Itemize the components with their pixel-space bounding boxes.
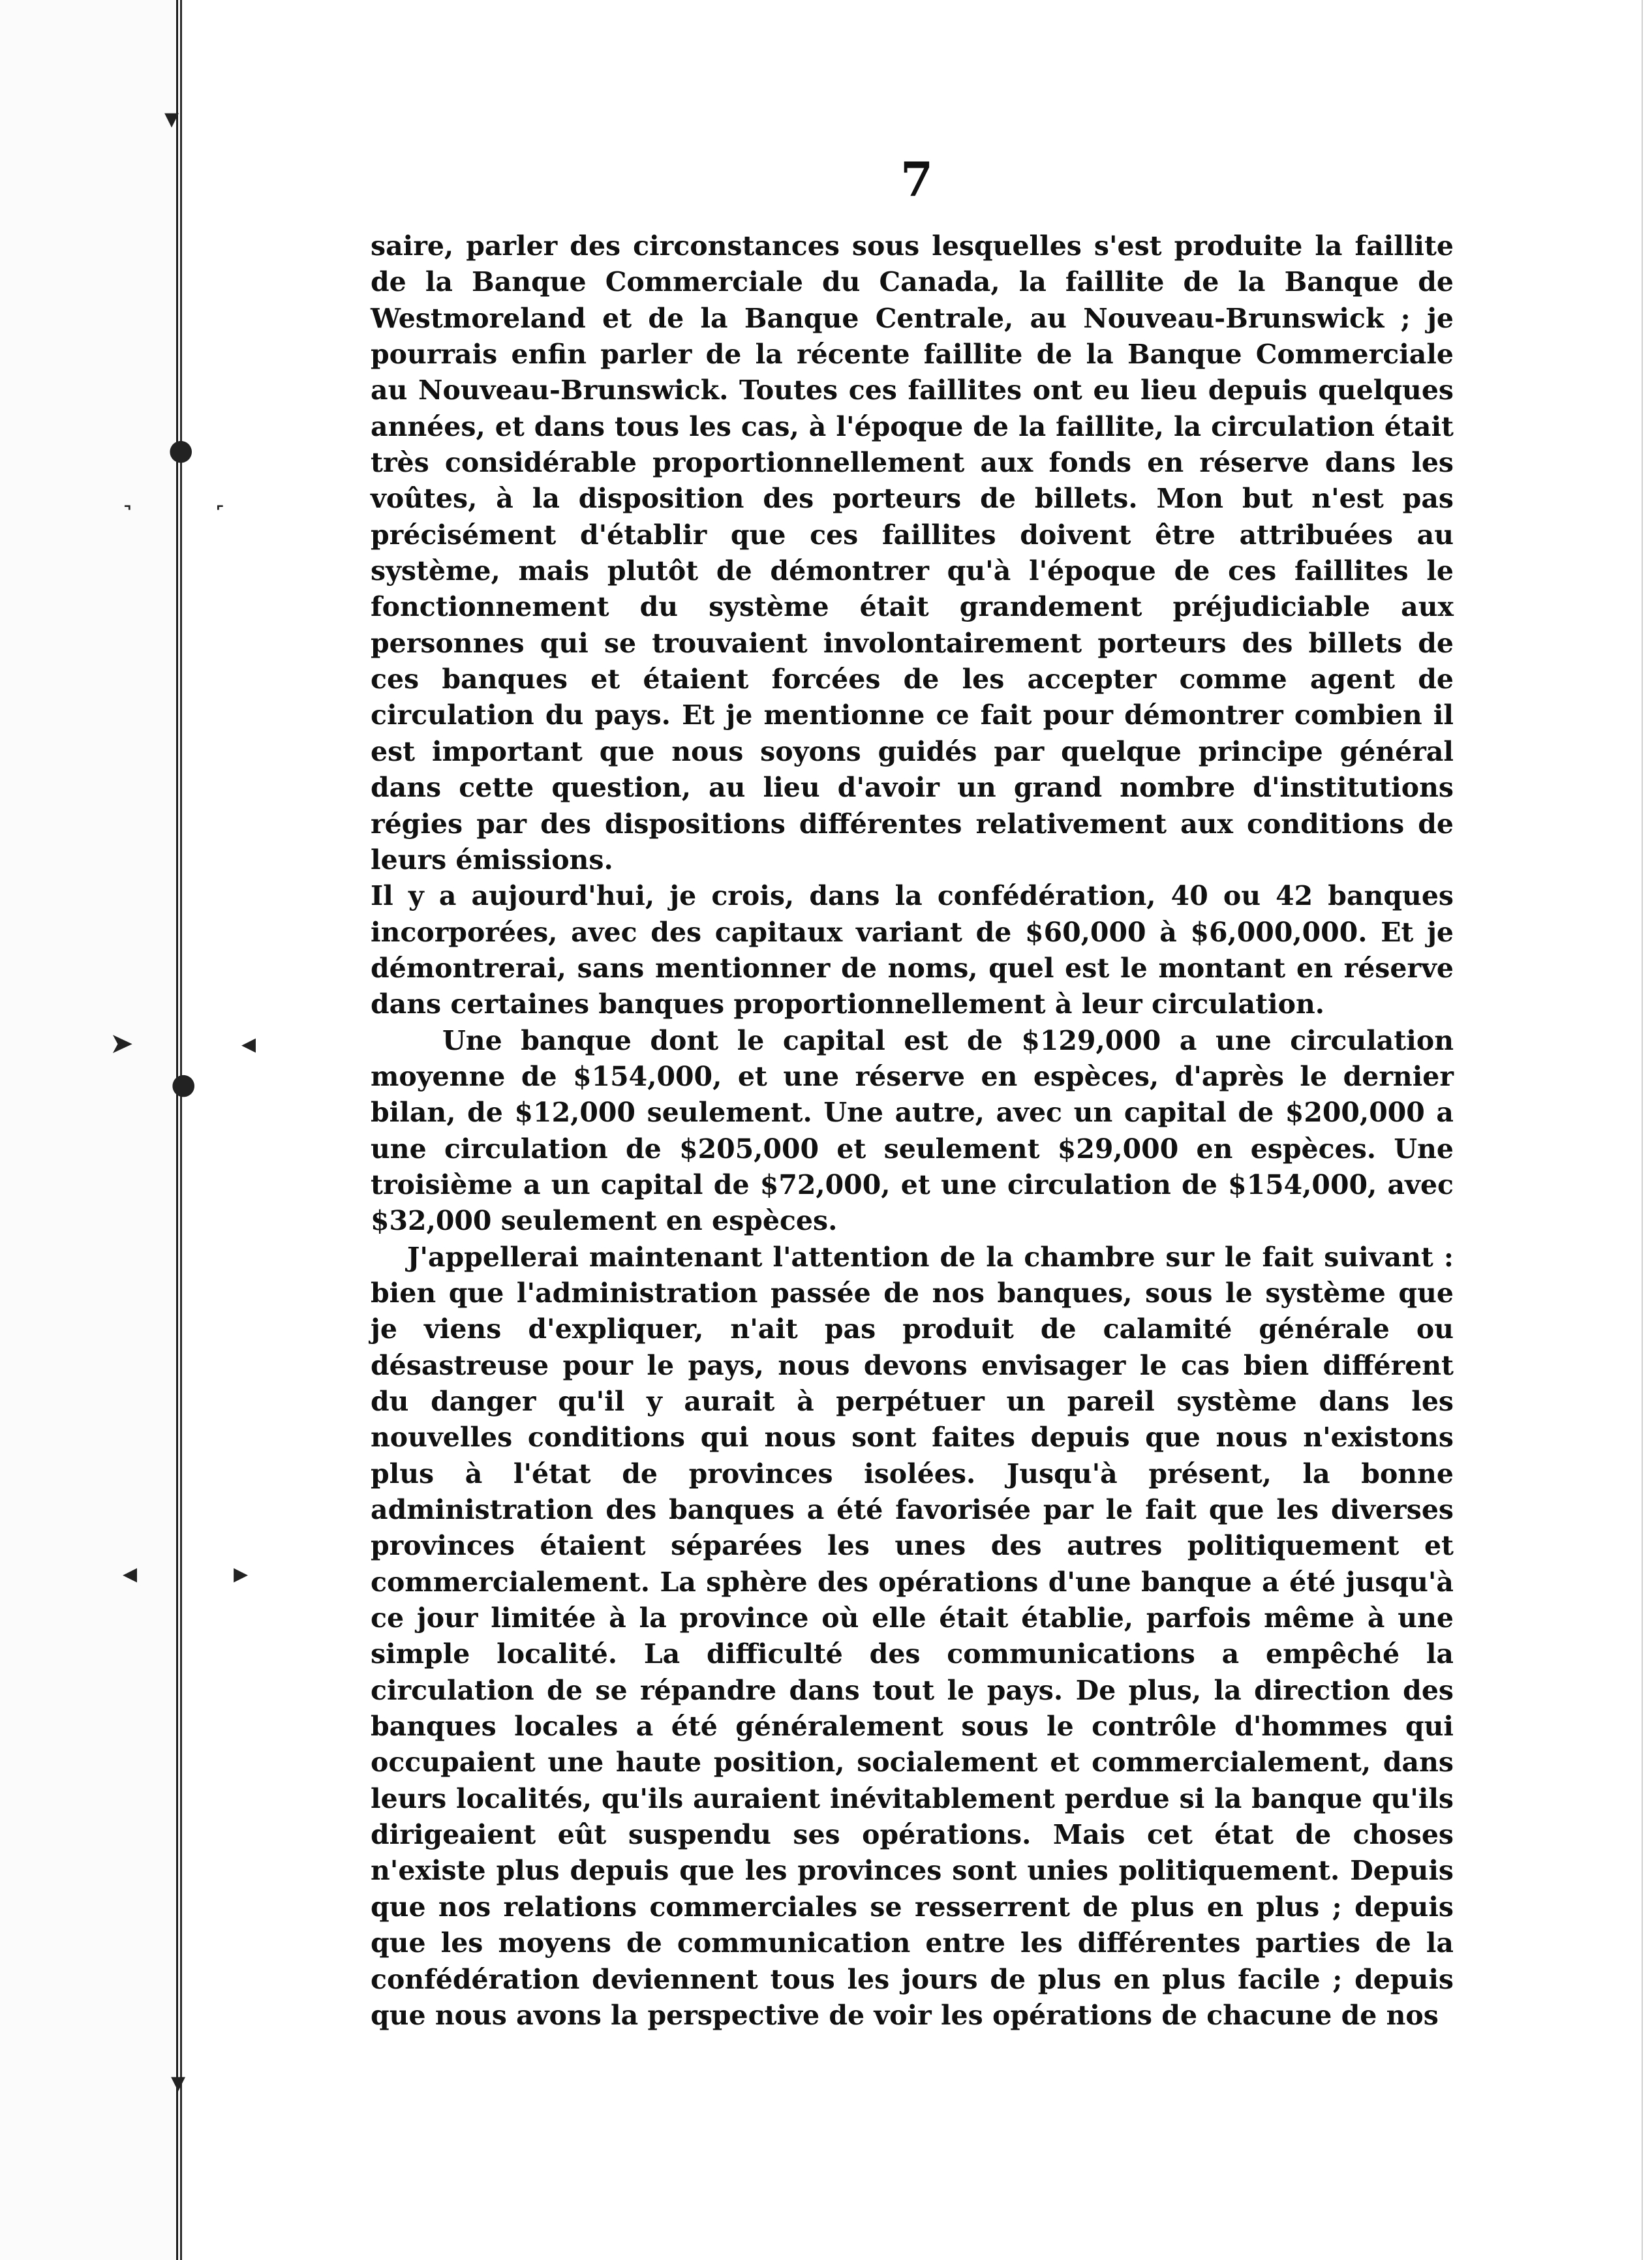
binding-mark: ▾ <box>164 102 179 135</box>
paragraph: saire, parler des circonstances sous lesquelles s'est produite la faillite de la Banque Commerciale du Canada, la faillite de la Banque de Westmoreland et de la Banque Centrale, au Nouveau-Brunswick ; je pourrais enfin parler de la récente faillite de la Banque Commerciale au Nouveau-Brunswick. Toutes ces faillites ont eu lieu depuis quelques années, et dans tous les cas, à l'époque de la faillite, la circulation était très considérable proportionnellement aux fonds en réserve dans les voûtes, à la disposition des porteurs de billets. Mon but n'est pas précisément d'établir que ces faillites doivent être attribuées au système, mais plutôt de démontrer qu'à l'époque de ces faillites le fonctionnement du système était grandement préjudiciable aux personnes qui se trouvaient involontairement porteurs des billets de ces banques et étaient forcées de les accepter comme agent de circulation du pays. Et je mentionne ce fait pour démontrer combien il est important que nous soyons guidés par quelque principe général dans cette question, au lieu d'avoir un grand nombre d'institutions régies par des dispositions différentes relativement aux conditions de leurs émissions. <box>371 230 1454 876</box>
fold-mark-right: ▸ <box>234 1557 249 1590</box>
binding-mark: ● <box>168 433 194 466</box>
binding-mark: ▾ <box>171 2066 186 2099</box>
binding-gutter <box>0 0 176 2260</box>
fold-mark-left: ➤ <box>110 1027 134 1060</box>
paragraph: J'appellerai maintenant l'attention de la chambre sur le fait suivant : bien que l'administration passée de nos banques, sous le système que je viens d'expliquer, n'ait pas produit de calamité générale ou désastreuse pour le pays, nous devons envisager le cas bien différent du danger qu'il y aurait à perpétuer un pareil système dans les nouvelles conditions qui nous sont faites depuis que nous n'existons plus à l'état de provinces isolées. Jusqu'à présent, la bonne administration des banques a été favorisée par le fait que les diverses provinces étaient séparées les unes des autres politiquement et commercialement. La sphère des opérations d'une banque a été jusqu'à ce jour limitée à la province où elle était établie, parfois même à une simple localité. La difficulté des communications a empêché la circulation de se répandre dans tout le pays. De plus, la direction des banques locales a été généralement sous le contrôle d'hommes qui occupaient une haute position, socialement et commercialement, dans leurs localités, qu'ils auraient inévitablement perdue si la banque qu'ils dirigeaient eût suspendu ses opérations. Mais cet état de choses n'existe plus depuis que les provinces sont unies politiquement. Depuis que nos relations commerciales se resserrent de plus en plus ; depuis que les moyens de communication entre les différentes parties de la confédération deviennent tous les jours de plus en plus facile ; depuis que nous avons la perspective de voir les opérations de chacune de nos <box>371 1241 1454 2031</box>
body-text <box>371 228 1454 2034</box>
fold-mark-right: ◂ <box>241 1027 256 1060</box>
binding-edge-line <box>176 0 185 2260</box>
right-page-edge <box>1632 0 1652 2260</box>
fold-mark-left: ◂ <box>123 1557 138 1590</box>
fold-mark-right: ˹ <box>215 500 225 533</box>
paragraph: Une banque dont le capital est de $129,000 a une circulation moyenne de $154,000, et une réserve en espèces, d'après le dernier bilan, de $12,000 seulement. Une autre, avec un capital de $200,000 a une circulation de $205,000 et seulement $29,000 en espèces. Une troisième a un capital de $72,000, et une circulation de $154,000, avec $32,000 seulement en espèces. <box>371 1024 1454 1237</box>
paragraph: Il y a aujourd'hui, je crois, dans la confédération, 40 ou 42 banques incorporées, avec des capitaux variant de $60,000 à $6,000,000. Et je démontrerai, sans mentionner de noms, quel est le montant en réserve dans certaines banques proportionnellement à leur circulation. <box>371 880 1454 1020</box>
binding-mark: ● <box>171 1067 196 1101</box>
page-number: 7 <box>900 151 934 207</box>
fold-mark-left: ˺ <box>123 500 132 533</box>
